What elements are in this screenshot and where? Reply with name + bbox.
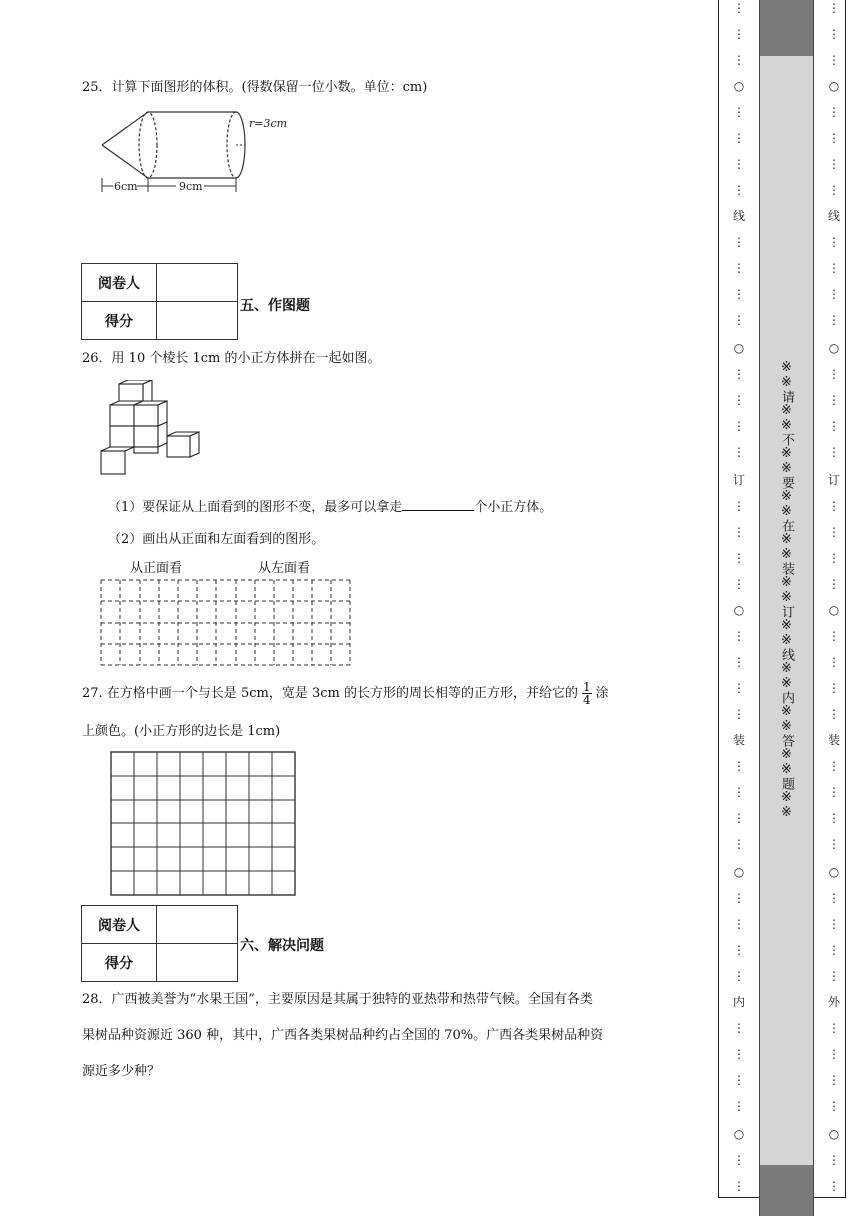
left-view-label: 从左面看 bbox=[258, 561, 311, 576]
section-title-6: 六、解决问题 bbox=[240, 938, 324, 954]
grader-table-2 bbox=[81, 905, 238, 982]
binding-border-right bbox=[845, 0, 846, 1198]
circle-mark: ○ bbox=[733, 341, 745, 355]
front-view-label: 从正面看 bbox=[130, 561, 183, 576]
band-edge-right bbox=[813, 0, 814, 1216]
circle-mark: ○ bbox=[733, 1127, 745, 1141]
q27-text-a: 27. 在方格中画一个与长是 5cm，宽是 3cm 的长方形的周长相等的正方形，并给它的 bbox=[82, 686, 578, 701]
outer-staple-char: 订 bbox=[827, 473, 840, 487]
inner-side-char: 内 bbox=[732, 995, 745, 1009]
cone-length-label: 6cm bbox=[114, 180, 138, 193]
cone-cylinder-figure bbox=[96, 108, 306, 196]
part-1-after: 个小正方体。 bbox=[474, 500, 553, 515]
question-26-part-1 bbox=[108, 496, 552, 518]
binding-notice-text: ※※请※※不※※要※※在※※装※※订※※线※※内※※答※※题※※ bbox=[779, 360, 794, 820]
question-28-line-2: 果树品种资源近 360 种，其中，广西各类果树品种约占全国的 70%。广西各类果树品种资 bbox=[82, 1028, 604, 1043]
question-28-line-3: 源近多少种？ bbox=[82, 1064, 161, 1079]
question-28-line-1: 28．广西被美誉为“水果王国”，主要原因是其属于独特的亚热带和热带气候。全国有各类 bbox=[82, 992, 593, 1007]
reviewer-label: 阅卷人 bbox=[82, 906, 157, 944]
question-26-part-2: （2）画出从正面和左面看到的图形。 bbox=[108, 532, 325, 547]
score-label: 得分 bbox=[82, 944, 157, 982]
fraction-numerator: 1 bbox=[582, 680, 591, 694]
section-title-5: 五、作图题 bbox=[240, 298, 310, 314]
band-edge-left bbox=[759, 0, 760, 1216]
score-label: 得分 bbox=[82, 302, 157, 340]
reviewer-field[interactable] bbox=[157, 906, 238, 944]
binding-border-left bbox=[718, 0, 719, 1198]
radius-label: r=3cm bbox=[249, 117, 288, 130]
question-26-text: 26．用 10 个棱长 1cm 的小正方体拼在一起如图。 bbox=[82, 351, 381, 366]
binding-tab-bottom bbox=[759, 1165, 813, 1216]
outer-binding-line: ⋮ ⋮ ⋮ ○ ⋮ ⋮ ⋮ ⋮ 线 ⋮ ⋮ ⋮ ⋮ ○ ⋮ ⋮ ⋮ ⋮ 订 ⋮ ⋮ ⋮ ⋮ ○ ⋮ ⋮ ⋮ ⋮ 装 ⋮ ⋮ ⋮ ⋮ ○ ⋮ ⋮ ⋮ ⋮ 外 ⋮ ⋮ ⋮ ⋮ ○ ⋮ ⋮ bbox=[823, 0, 845, 1200]
circle-mark: ○ bbox=[828, 865, 840, 879]
circle-mark: ○ bbox=[828, 341, 840, 355]
reviewer-label: 阅卷人 bbox=[82, 264, 157, 302]
circle-mark: ○ bbox=[828, 1127, 840, 1141]
inner-binding-line: ⋮ ⋮ ⋮ ○ ⋮ ⋮ ⋮ ⋮ 线 ⋮ ⋮ ⋮ ⋮ ○ ⋮ ⋮ ⋮ ⋮ 订 ⋮ ⋮ ⋮ ⋮ ○ ⋮ ⋮ ⋮ ⋮ 装 ⋮ ⋮ ⋮ ⋮ ○ ⋮ ⋮ ⋮ ⋮ 内 ⋮ ⋮ ⋮ ⋮ ○ ⋮ ⋮ bbox=[728, 0, 750, 1200]
binding-tab-top bbox=[759, 0, 813, 56]
inner-bind-char: 装 bbox=[732, 733, 745, 747]
circle-mark: ○ bbox=[733, 79, 745, 93]
cube-stack-figure bbox=[98, 380, 202, 476]
circle-mark: ○ bbox=[733, 603, 745, 617]
reviewer-field[interactable] bbox=[157, 264, 238, 302]
question-27-line-2: 上颜色。(小正方形的边长是 1cm) bbox=[82, 724, 281, 739]
outer-side-char: 外 bbox=[827, 995, 840, 1009]
inner-staple-char: 订 bbox=[732, 473, 745, 487]
outer-bind-char: 装 bbox=[827, 733, 840, 747]
part-1-before: （1）要保证从上面看到的图形不变，最多可以拿走 bbox=[108, 500, 403, 515]
square-grid-8x6[interactable] bbox=[110, 751, 298, 897]
q27-text-b: 涂 bbox=[595, 686, 609, 701]
score-field[interactable] bbox=[157, 944, 238, 982]
score-field[interactable] bbox=[157, 302, 238, 340]
inner-line-char: 线 bbox=[732, 209, 745, 223]
answer-blank[interactable] bbox=[402, 496, 474, 511]
question-25-text: 25．计算下面图形的体积。(得数保留一位小数。单位：cm) bbox=[82, 80, 428, 95]
fraction-one-quarter bbox=[582, 681, 592, 706]
question-27-line-1 bbox=[82, 681, 609, 706]
drawing-grid-dashed[interactable] bbox=[100, 579, 352, 667]
outer-line-char: 线 bbox=[827, 209, 840, 223]
fraction-denominator: 4 bbox=[582, 693, 591, 707]
cylinder-length-label: 9cm bbox=[179, 180, 203, 193]
circle-mark: ○ bbox=[733, 865, 745, 879]
circle-mark: ○ bbox=[828, 603, 840, 617]
circle-mark: ○ bbox=[828, 79, 840, 93]
grader-table bbox=[81, 263, 238, 340]
